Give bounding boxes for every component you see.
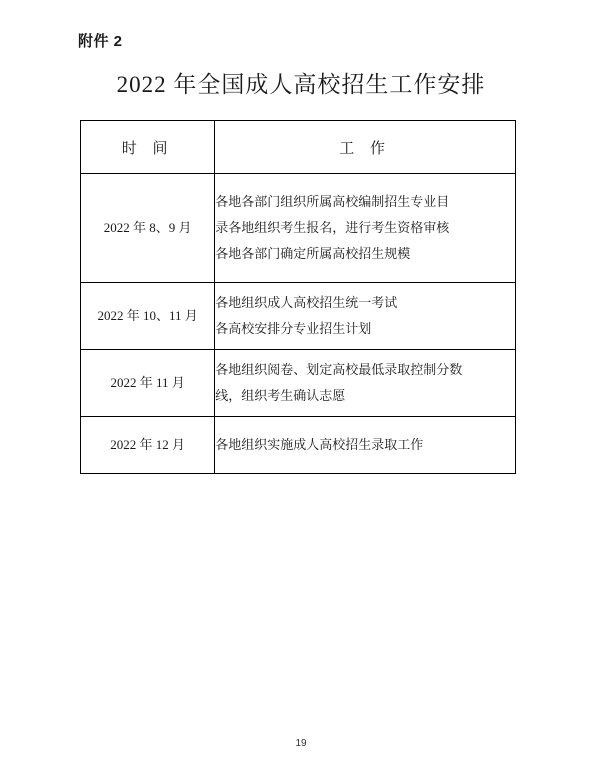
work-line: 各地各部门确定所属高校招生规模 — [215, 246, 411, 261]
cell-time: 2022 年 8、9 月 — [81, 174, 215, 283]
table-row — [81, 417, 516, 474]
schedule-table — [80, 120, 516, 474]
attachment-label: 附件 2 — [78, 33, 123, 50]
cell-time: 2022 年 12 月 — [81, 417, 215, 474]
work-line: 各地组织成人高校招生统一考试 — [215, 295, 398, 310]
work-line: 录各地组织考生报名，进行考生资格审核 — [215, 220, 450, 235]
table-header-row — [81, 121, 516, 174]
cell-work — [215, 283, 516, 350]
page-title: 2022 年全国成人高校招生工作安排 — [116, 72, 486, 97]
table-row — [81, 350, 516, 417]
cell-time: 2022 年 10、11 月 — [81, 283, 215, 350]
column-header-time: 时 间 — [81, 121, 215, 174]
work-line: 各高校安排分专业招生计划 — [215, 321, 372, 336]
cell-time: 2022 年 11 月 — [81, 350, 215, 417]
cell-work — [215, 350, 516, 417]
table-row — [81, 174, 516, 283]
page-number: 19 — [295, 738, 307, 749]
cell-work — [215, 417, 516, 474]
work-line: 线，组织考生确认志愿 — [215, 388, 346, 403]
cell-work — [215, 174, 516, 283]
work-line: 各地组织实施成人高校招生录取工作 — [215, 437, 424, 452]
column-header-work: 工 作 — [215, 121, 516, 174]
table-row — [81, 283, 516, 350]
work-line: 各地组织阅卷、划定高校最低录取控制分数 — [215, 362, 463, 377]
work-line: 各地各部门组织所属高校编制招生专业目 — [215, 194, 450, 209]
